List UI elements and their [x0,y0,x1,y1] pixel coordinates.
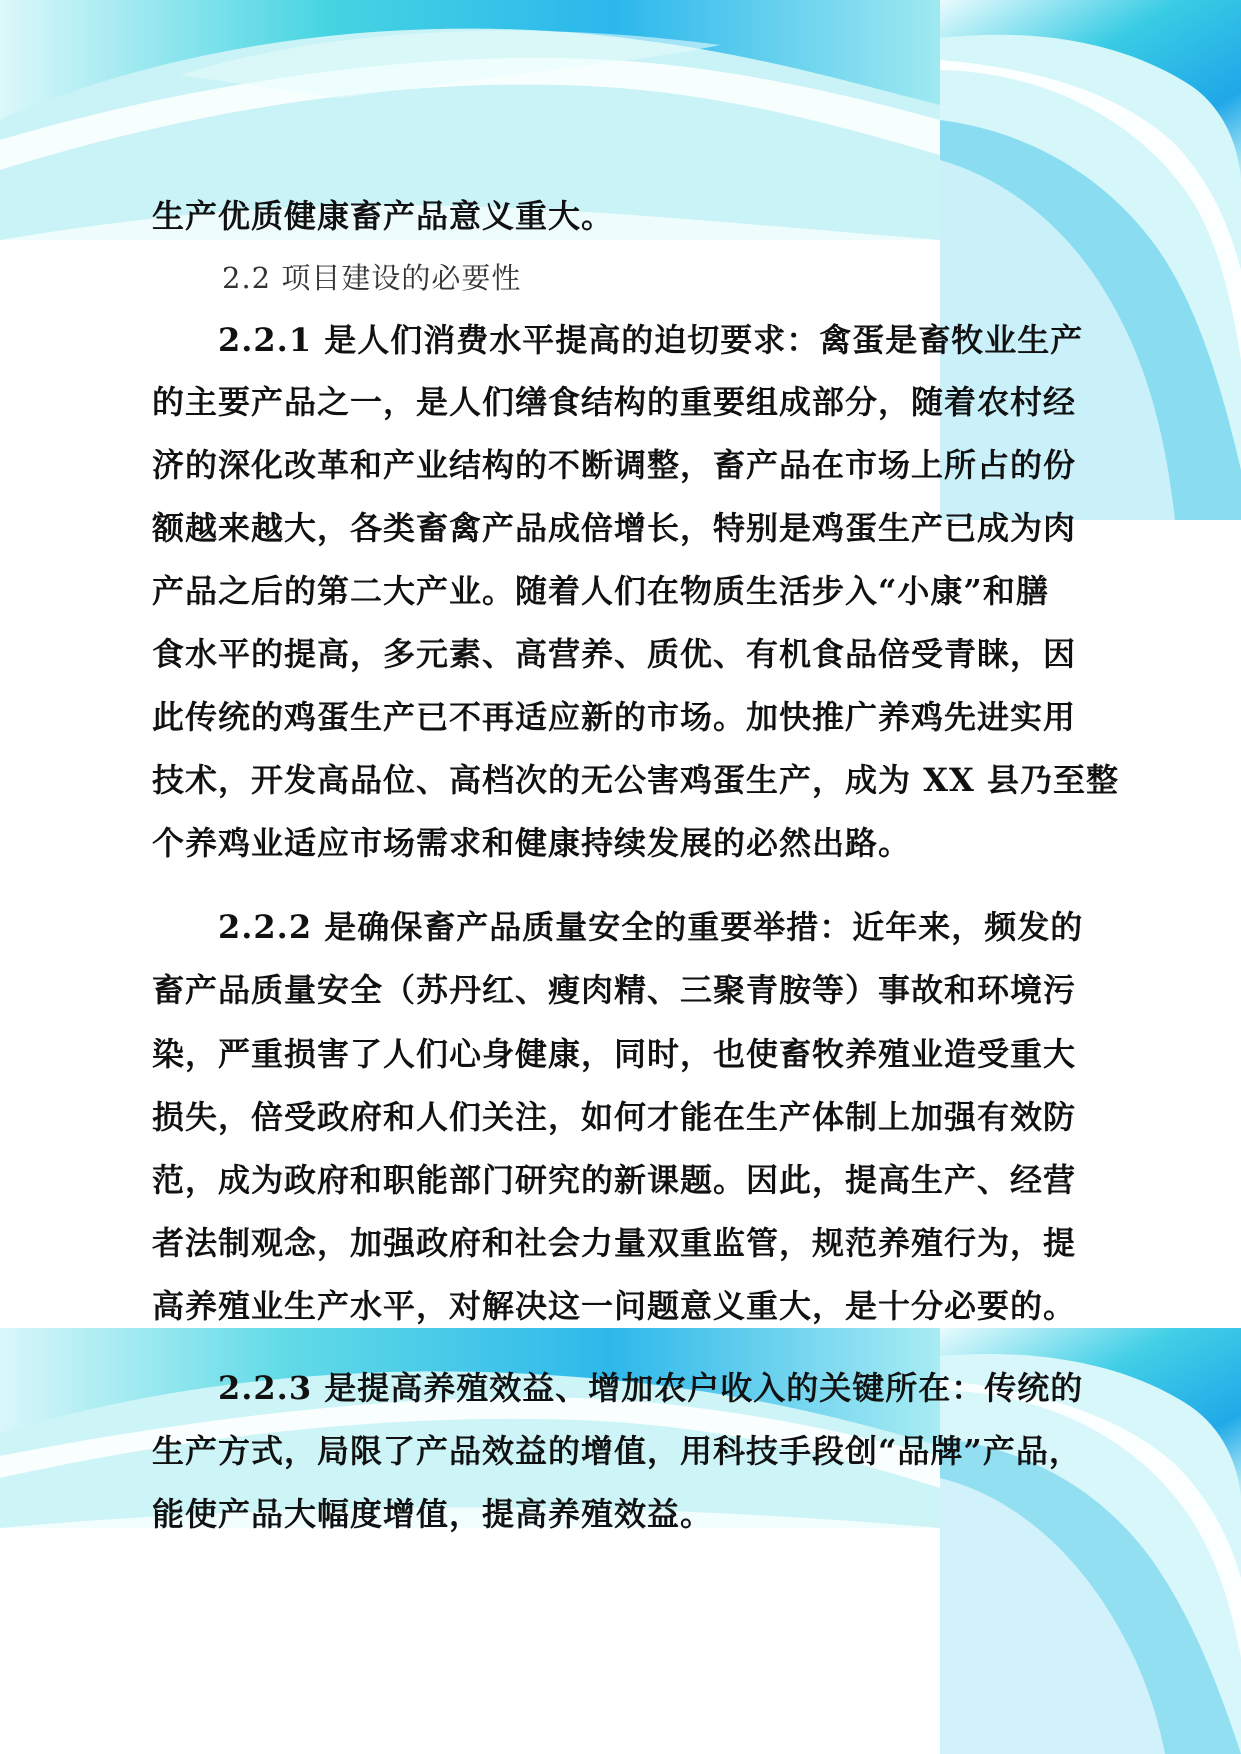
paragraph-line: 2.2.3 是提高养殖效益、增加农户收入的关键所在：传统的 [218,1369,1084,1407]
paragraph-line: 此传统的鸡蛋生产已不再适应新的市场。加快推广养鸡先进实用 [152,698,1077,736]
paragraph-line: 济的深化改革和产业结构的不断调整，畜产品在市场上所占的份 [152,446,1077,484]
paragraph-line: 染，严重损害了人们心身健康，同时，也使畜牧养殖业造受重大 [152,1035,1077,1073]
paragraph-line: 技术，开发高品位、高档次的无公害鸡蛋生产，成为 XX 县乃至整 [152,761,1119,799]
paragraph-line: 个养鸡业适应市场需求和健康持续发展的必然出路。 [152,824,912,862]
paragraph-line: 食水平的提高，多元素、高营养、质优、有机食品倍受青睐，因 [152,635,1077,673]
paragraph-line: 额越来越大，各类畜禽产品成倍增长，特别是鸡蛋生产已成为肉 [152,509,1077,547]
paragraph-line: 产品之后的第二大产业。随着人们在物质生活步入“小康”和膳 [152,572,1049,610]
paragraph-line: 高养殖业生产水平，对解决这一问题意义重大，是十分必要的。 [152,1287,1077,1325]
paragraph-line: 2.2.2 是确保畜产品质量安全的重要举措：近年来，频发的 [218,908,1084,946]
paragraph-line: 生产优质健康畜产品意义重大。 [152,197,615,235]
section-heading: 2.2 项目建设的必要性 [222,261,522,295]
paragraph-line: 2.2.1 是人们消费水平提高的迫切要求：禽蛋是畜牧业生产 [218,321,1084,359]
paragraph-line: 范，成为政府和职能部门研究的新课题。因此，提高生产、经营 [152,1161,1077,1199]
paragraph-line: 生产方式，局限了产品效益的增值，用科技手段创“品牌”产品， [152,1432,1082,1470]
paragraph-line: 畜产品质量安全（苏丹红、瘦肉精、三聚青胺等）事故和环境污 [152,971,1077,1009]
paragraph-line: 能使产品大幅度增值，提高养殖效益。 [152,1495,714,1533]
paragraph-line: 的主要产品之一，是人们缮食结构的重要组成部分，随着农村经 [152,383,1077,421]
paragraph-line: 损失，倍受政府和人们关注，如何才能在生产体制上加强有效防 [152,1098,1077,1136]
paragraph-line: 者法制观念，加强政府和社会力量双重监管，规范养殖行为，提 [152,1224,1077,1262]
